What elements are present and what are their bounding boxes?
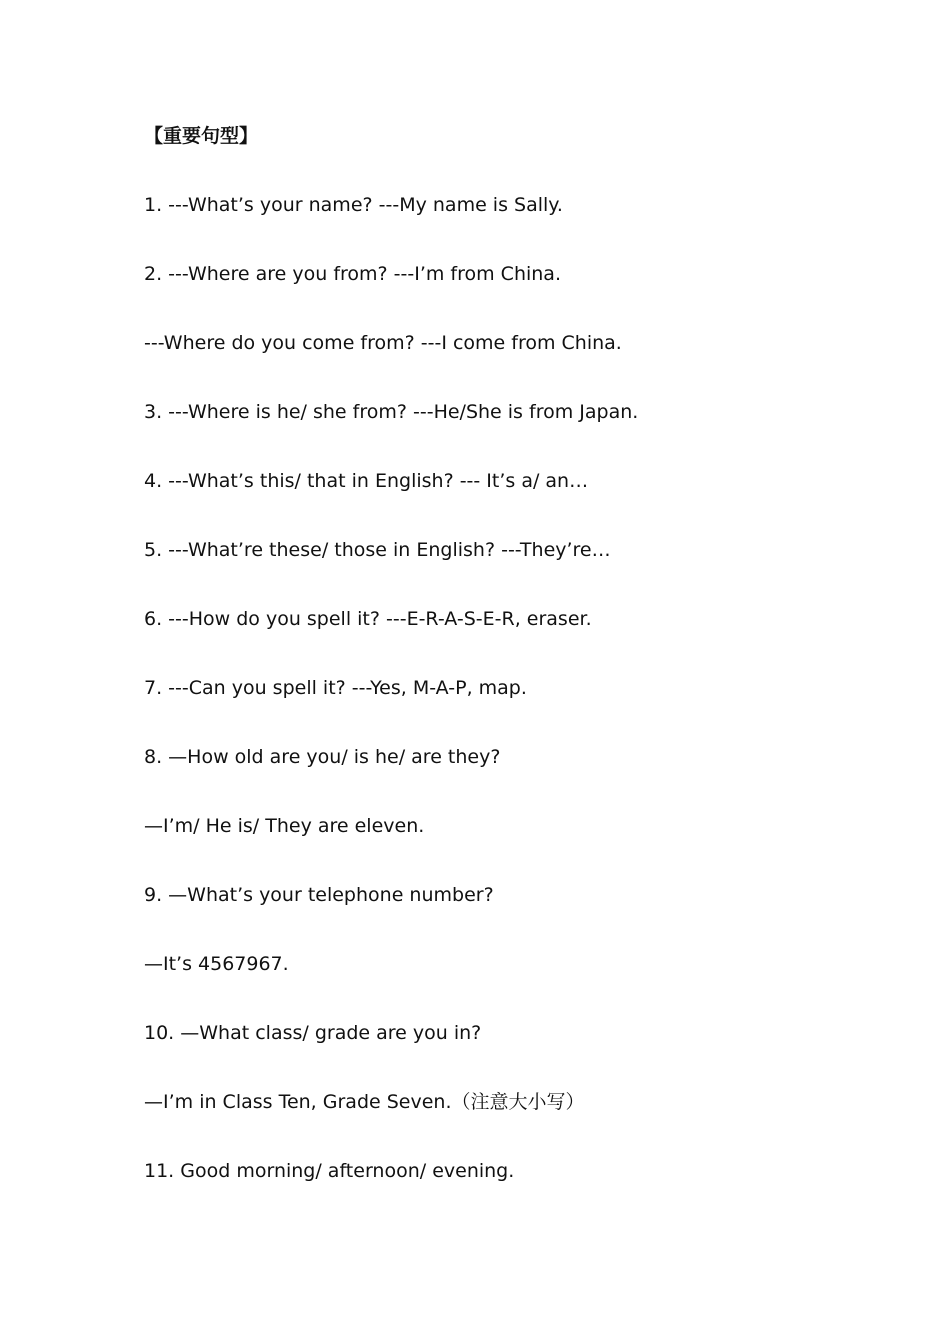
sentence-line: 2. ---Where are you from? ---I’m from China. xyxy=(144,263,561,285)
sentence-line: 11. Good morning/ afternoon/ evening. xyxy=(144,1160,515,1182)
document-content xyxy=(144,117,904,1221)
sentence-line: 8. —How old are you/ is he/ are they? xyxy=(144,746,501,768)
section-heading: 【重要句型】 xyxy=(144,125,259,147)
sentence-line: 7. ---Can you spell it? ---Yes, M-A-P, map. xyxy=(144,677,527,699)
sentence-line: 4. ---What’s this/ that in English? --- It’s a/ an… xyxy=(144,470,589,492)
sentence-line: 3. ---Where is he/ she from? ---He/She is from Japan. xyxy=(144,401,639,423)
sentence-line: 5. ---What’re these/ those in English? ---They’re… xyxy=(144,539,611,561)
sentence-line: 10. —What class/ grade are you in? xyxy=(144,1022,482,1044)
sentence-line: —I’m in Class Ten, Grade Seven.（注意大小写） xyxy=(144,1091,585,1113)
sentence-line: 1. ---What’s your name? ---My name is Sally. xyxy=(144,194,563,216)
sentence-line: ---Where do you come from? ---I come from China. xyxy=(144,332,622,354)
sentence-line: —It’s 4567967. xyxy=(144,953,289,975)
sentence-line: 6. ---How do you spell it? ---E-R-A-S-E-R, eraser. xyxy=(144,608,592,630)
sentence-line: —I’m/ He is/ They are eleven. xyxy=(144,815,425,837)
sentence-line: 9. —What’s your telephone number? xyxy=(144,884,494,906)
